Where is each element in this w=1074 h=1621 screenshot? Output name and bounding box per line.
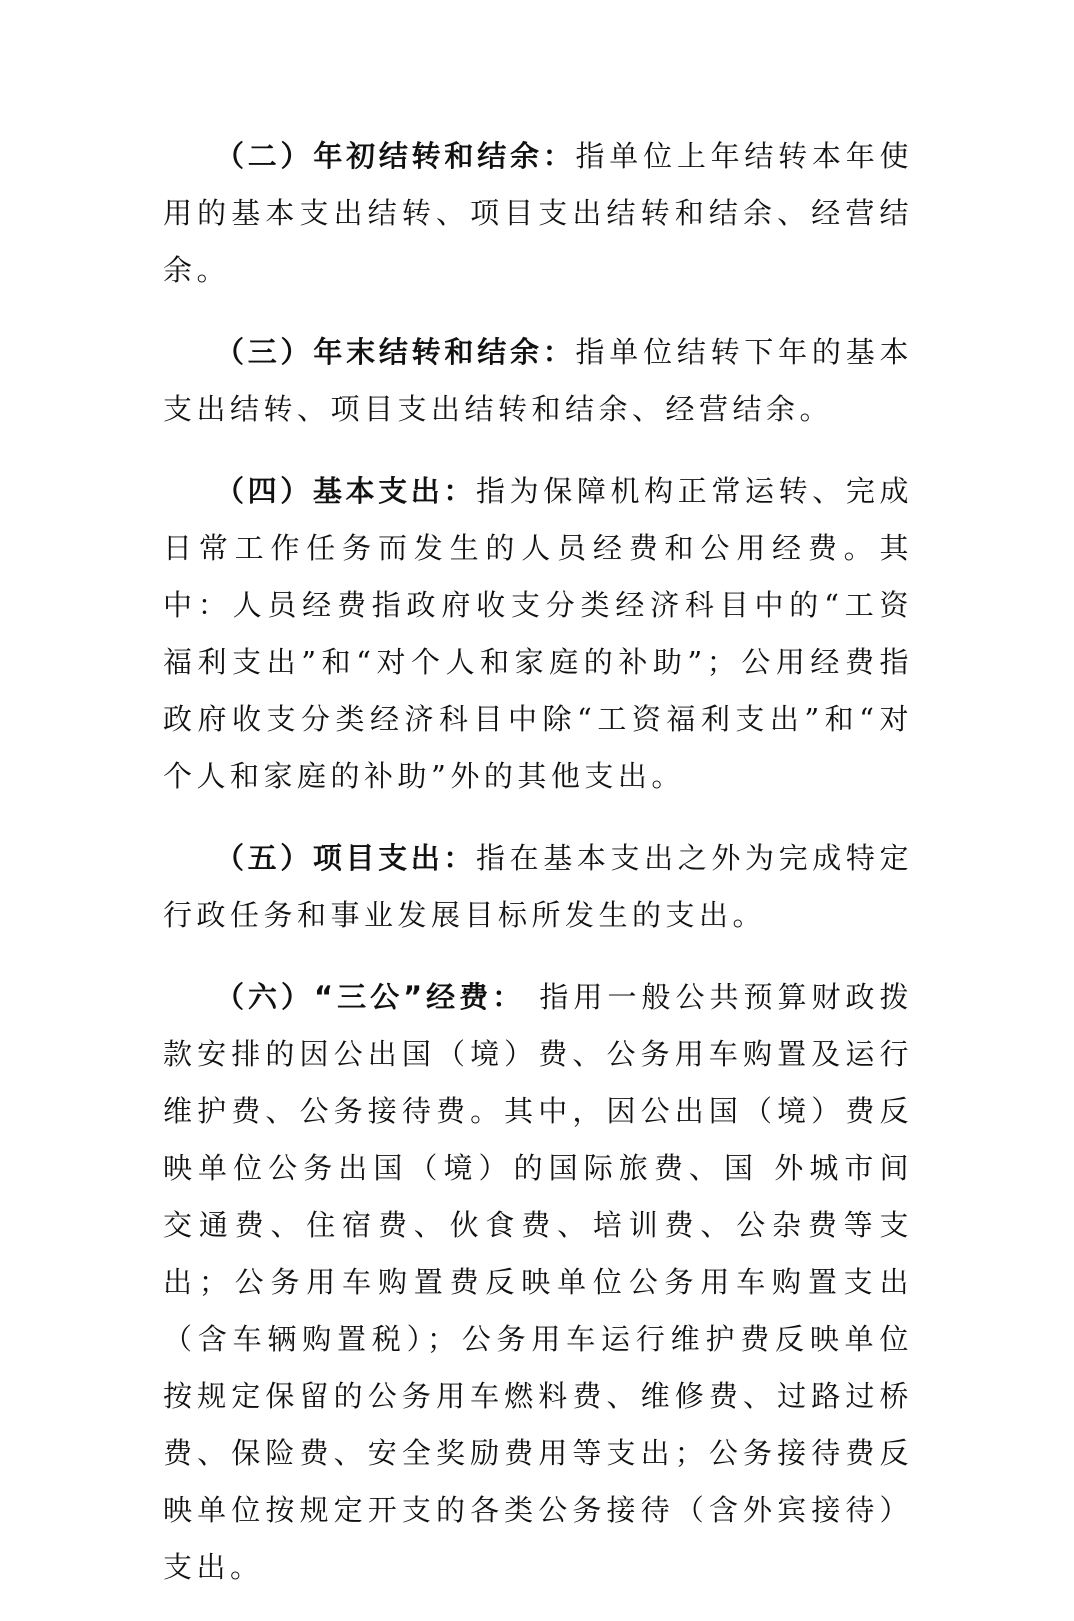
definition-year-start-carryover: 指单位上年结转本年使用的基本支出结转、项目支出结转和结余、经营结余。	[163, 139, 913, 287]
term-basic-expenditure: （四）基本支出：	[215, 474, 476, 508]
paragraph-basic-expenditure	[163, 463, 913, 805]
term-year-start-carryover: （二）年初结转和结余：	[215, 139, 576, 173]
term-project-expenditure: （五）项目支出：	[215, 841, 476, 875]
paragraph-year-end-carryover	[163, 324, 913, 438]
paragraph-project-expenditure	[163, 830, 913, 944]
definition-project-expenditure: 指在基本支出之外为完成特定行政任务和事业发展目标所发生的支出。	[163, 841, 913, 932]
term-three-public-expenses: （六）“三公”经费：	[215, 980, 526, 1014]
document-body	[163, 128, 913, 1621]
term-year-end-carryover: （三）年末结转和结余：	[215, 335, 576, 369]
definition-basic-expenditure: 指为保障机构正常运转、完成日常工作任务而发生的人员经费和公用经费。其中：人员经费指政府收支分类经济科目中的“工资福利支出”和“对个人和家庭的补助”；公用经费指政府收支分类经济科目中除“工资福利支出”和“对个人和家庭的补助”外的其他支出。	[163, 474, 913, 793]
paragraph-year-start-carryover	[163, 128, 913, 299]
definition-three-public-expenses: 指用一般公共预算财政拨款安排的因公出国（境）费、公务用车购置及运行维护费、公务接待费。其中，因公出国（境）费反映单位公务出国（境）的国际旅费、国 外城市间交通费、住宿费、伙食费、培训费、公杂费等支出；公务用车购置费反映单位公务用车购置支出（含车辆购置税）；公务用车运行维护费反映单位按规定保留的公务用车燃料费、维修费、过路过桥费、保险费、安全奖励费用等支出；公务接待费反映单位按规定开支的各类公务接待（含外宾接待）支出。	[163, 980, 914, 1584]
definition-year-end-carryover: 指单位结转下年的基本支出结转、项目支出结转和结余、经营结余。	[163, 335, 913, 426]
paragraph-three-public-expenses	[163, 969, 913, 1596]
